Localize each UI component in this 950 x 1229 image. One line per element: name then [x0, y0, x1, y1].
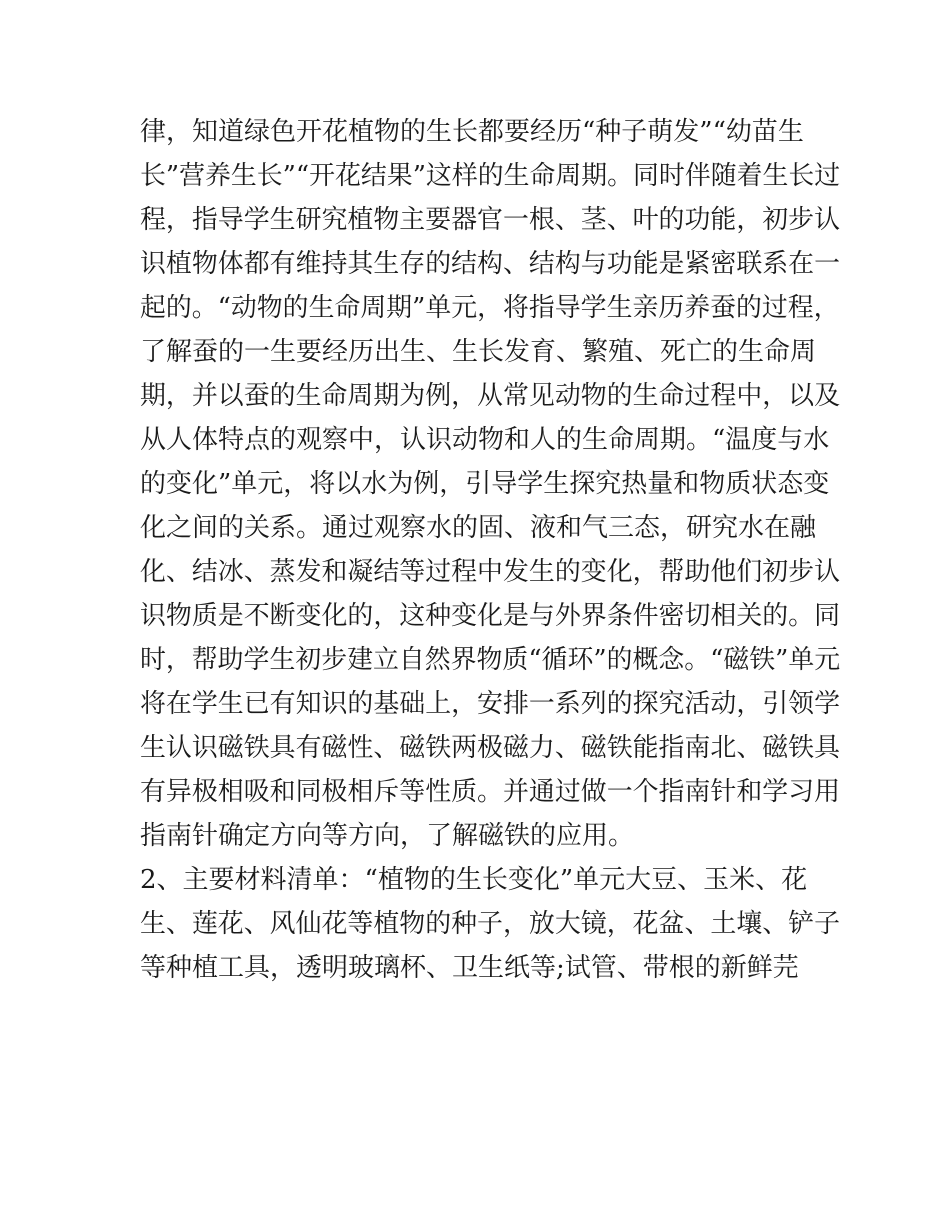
text-line: 化、结冰、蒸发和凝结等过程中发生的变化，帮助他们初步认: [140, 557, 841, 587]
text-line: 将在学生已有知识的基础上，安排一系列的探究活动，引领学: [140, 689, 841, 719]
text-line: 从人体特点的观察中，认识动物和人的生命周期。“温度与水: [140, 425, 830, 455]
text-line: 识植物体都有维持其生存的结构、结构与功能是紧密联系在一: [140, 249, 841, 279]
text-line: 识物质是不断变化的，这种变化是与外界条件密切相关的。同: [140, 601, 841, 631]
text-line: 有异极相吸和同极相斥等性质。并通过做一个指南针和学习用: [140, 777, 841, 807]
body-text: [140, 110, 840, 990]
text-line: 的变化”单元，将以水为例，引导学生探究热量和物质状态变: [140, 469, 830, 499]
text-line: 等种植工具，透明玻璃杯、卫生纸等;试管、带根的新鲜芫: [140, 953, 799, 983]
text-line: 了解蚕的一生要经历出生、生长发育、繁殖、死亡的生命周: [140, 337, 817, 367]
list-item-materials: 2、主要材料清单：“植物的生长变化”单元大豆、玉米、花: [140, 865, 808, 895]
text-line: 时，帮助学生初步建立自然界物质“循环”的概念。“磁铁”单元: [140, 645, 841, 675]
text-line: 律，知道绿色开花植物的生长都要经历“种子萌发”“幼苗生: [140, 117, 804, 147]
text-line: 期，并以蚕的生命周期为例，从常见动物的生命过程中，以及: [140, 381, 841, 411]
text-line: 化之间的关系。通过观察水的固、液和气三态，研究水在融: [140, 513, 817, 543]
text-line: 程，指导学生研究植物主要器官一根、茎、叶的功能，初步认: [140, 205, 841, 235]
text-line: 长”营养生长”“开花结果”这样的生命周期。同时伴随着生长过: [140, 161, 841, 191]
text-line: 起的。“动物的生命周期”单元，将指导学生亲历养蚕的过程，: [140, 293, 840, 323]
text-line: 生认识磁铁具有磁性、磁铁两极磁力、磁铁能指南北、磁铁具: [140, 733, 841, 763]
text-line: 生、莲花、风仙花等植物的种子，放大镜，花盆、土壤、铲子: [140, 909, 841, 939]
text-line: 指南针确定方向等方向，了解磁铁的应用。: [140, 821, 635, 851]
